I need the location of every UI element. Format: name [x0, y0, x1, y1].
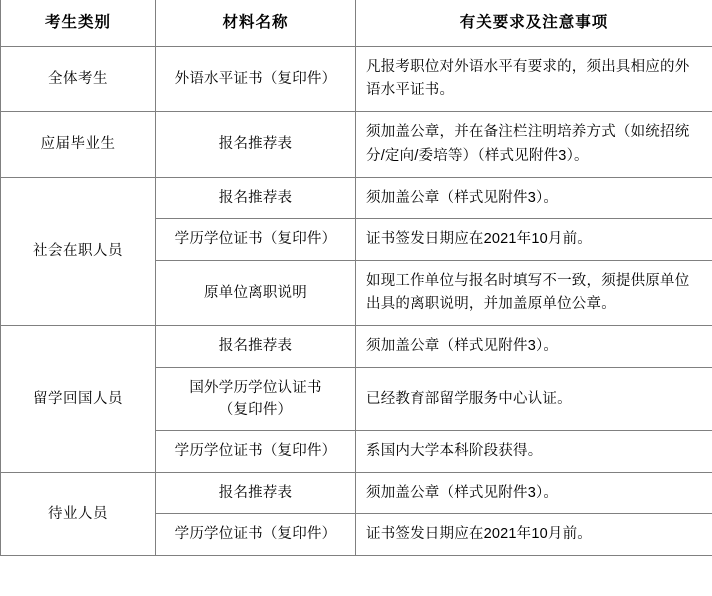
material-label: 报名推荐表	[218, 189, 293, 206]
header-cell-requirement	[356, 0, 712, 47]
requirement-text: 系国内大学本科阶段获得。	[366, 443, 543, 460]
table-header-row	[1, 0, 712, 47]
material-label: 学历学位证书（复印件）	[174, 231, 337, 248]
material-cell-3-1	[156, 367, 356, 431]
requirement-cell-0-0	[356, 47, 712, 112]
material-label: 外语水平证书（复印件）	[174, 70, 337, 87]
requirement-text: 如现工作单位与报名时填写不一致，须提供原单位出具的离职说明，并加盖原单位公章。	[366, 272, 690, 312]
material-label: 报名推荐表	[218, 136, 293, 153]
material-label: 学历学位证书（复印件）	[174, 526, 337, 543]
requirement-text: 须加盖公章（样式见附件3）。	[366, 189, 559, 206]
requirement-text: 已经教育部留学服务中心认证。	[366, 390, 572, 407]
requirement-text: 须加盖公章，并在备注栏注明培养方式（如统招统分/定向/委培等）（样式见附件3）。	[366, 124, 690, 164]
category-label: 社会在职人员	[33, 243, 123, 260]
material-cell-3-0	[156, 326, 356, 367]
requirement-cell-3-2	[356, 431, 712, 472]
material-label-group	[156, 368, 355, 431]
table-row	[1, 472, 712, 513]
requirement-cell-3-1	[356, 367, 712, 431]
requirement-text: 凡报考职位对外语水平有要求的，须出具相应的外语水平证书。	[366, 59, 690, 99]
material-label-line-2: （复印件）	[218, 402, 293, 419]
table-row	[1, 326, 712, 367]
category-cell-3	[1, 326, 156, 473]
category-label: 待业人员	[48, 505, 108, 522]
material-cell-4-1	[156, 514, 356, 555]
header-label-material: 材料名称	[222, 14, 289, 31]
requirement-text: 证书签发日期应在2021年10月前。	[366, 231, 592, 248]
category-cell-0	[1, 47, 156, 112]
requirement-cell-2-1	[356, 219, 712, 260]
header-cell-material	[156, 0, 356, 47]
requirement-cell-3-0	[356, 326, 712, 367]
material-label: 学历学位证书（复印件）	[174, 443, 337, 460]
material-label: 报名推荐表	[218, 484, 293, 501]
table-row	[1, 112, 712, 177]
category-cell-1	[1, 112, 156, 177]
requirement-cell-2-2	[356, 260, 712, 325]
material-cell-1-0	[156, 112, 356, 177]
material-cell-2-1	[156, 219, 356, 260]
requirement-cell-4-0	[356, 472, 712, 513]
material-cell-2-2	[156, 260, 356, 325]
header-cell-category	[1, 0, 156, 47]
header-label-requirement: 有关要求及注意事项	[459, 14, 609, 31]
category-label: 全体考生	[48, 70, 108, 87]
category-label: 应届毕业生	[40, 136, 116, 153]
category-cell-4	[1, 472, 156, 555]
material-cell-2-0	[156, 177, 356, 218]
category-label: 留学回国人员	[33, 390, 123, 407]
header-label-category: 考生类别	[44, 14, 111, 31]
table-row	[1, 177, 712, 218]
requirement-text: 须加盖公章（样式见附件3）。	[366, 484, 559, 501]
table-row	[1, 47, 712, 112]
requirement-text: 须加盖公章（样式见附件3）。	[366, 338, 559, 355]
requirement-text: 证书签发日期应在2021年10月前。	[366, 526, 592, 543]
material-cell-0-0	[156, 47, 356, 112]
material-label: 原单位离职说明	[204, 284, 307, 301]
category-cell-2	[1, 177, 156, 325]
material-label-line-1: 国外学历学位认证书	[189, 379, 322, 396]
material-cell-3-2	[156, 431, 356, 472]
material-cell-4-0	[156, 472, 356, 513]
material-label: 报名推荐表	[218, 338, 293, 355]
requirement-cell-4-1	[356, 514, 712, 555]
requirement-cell-1-0	[356, 112, 712, 177]
requirement-cell-2-0	[356, 177, 712, 218]
